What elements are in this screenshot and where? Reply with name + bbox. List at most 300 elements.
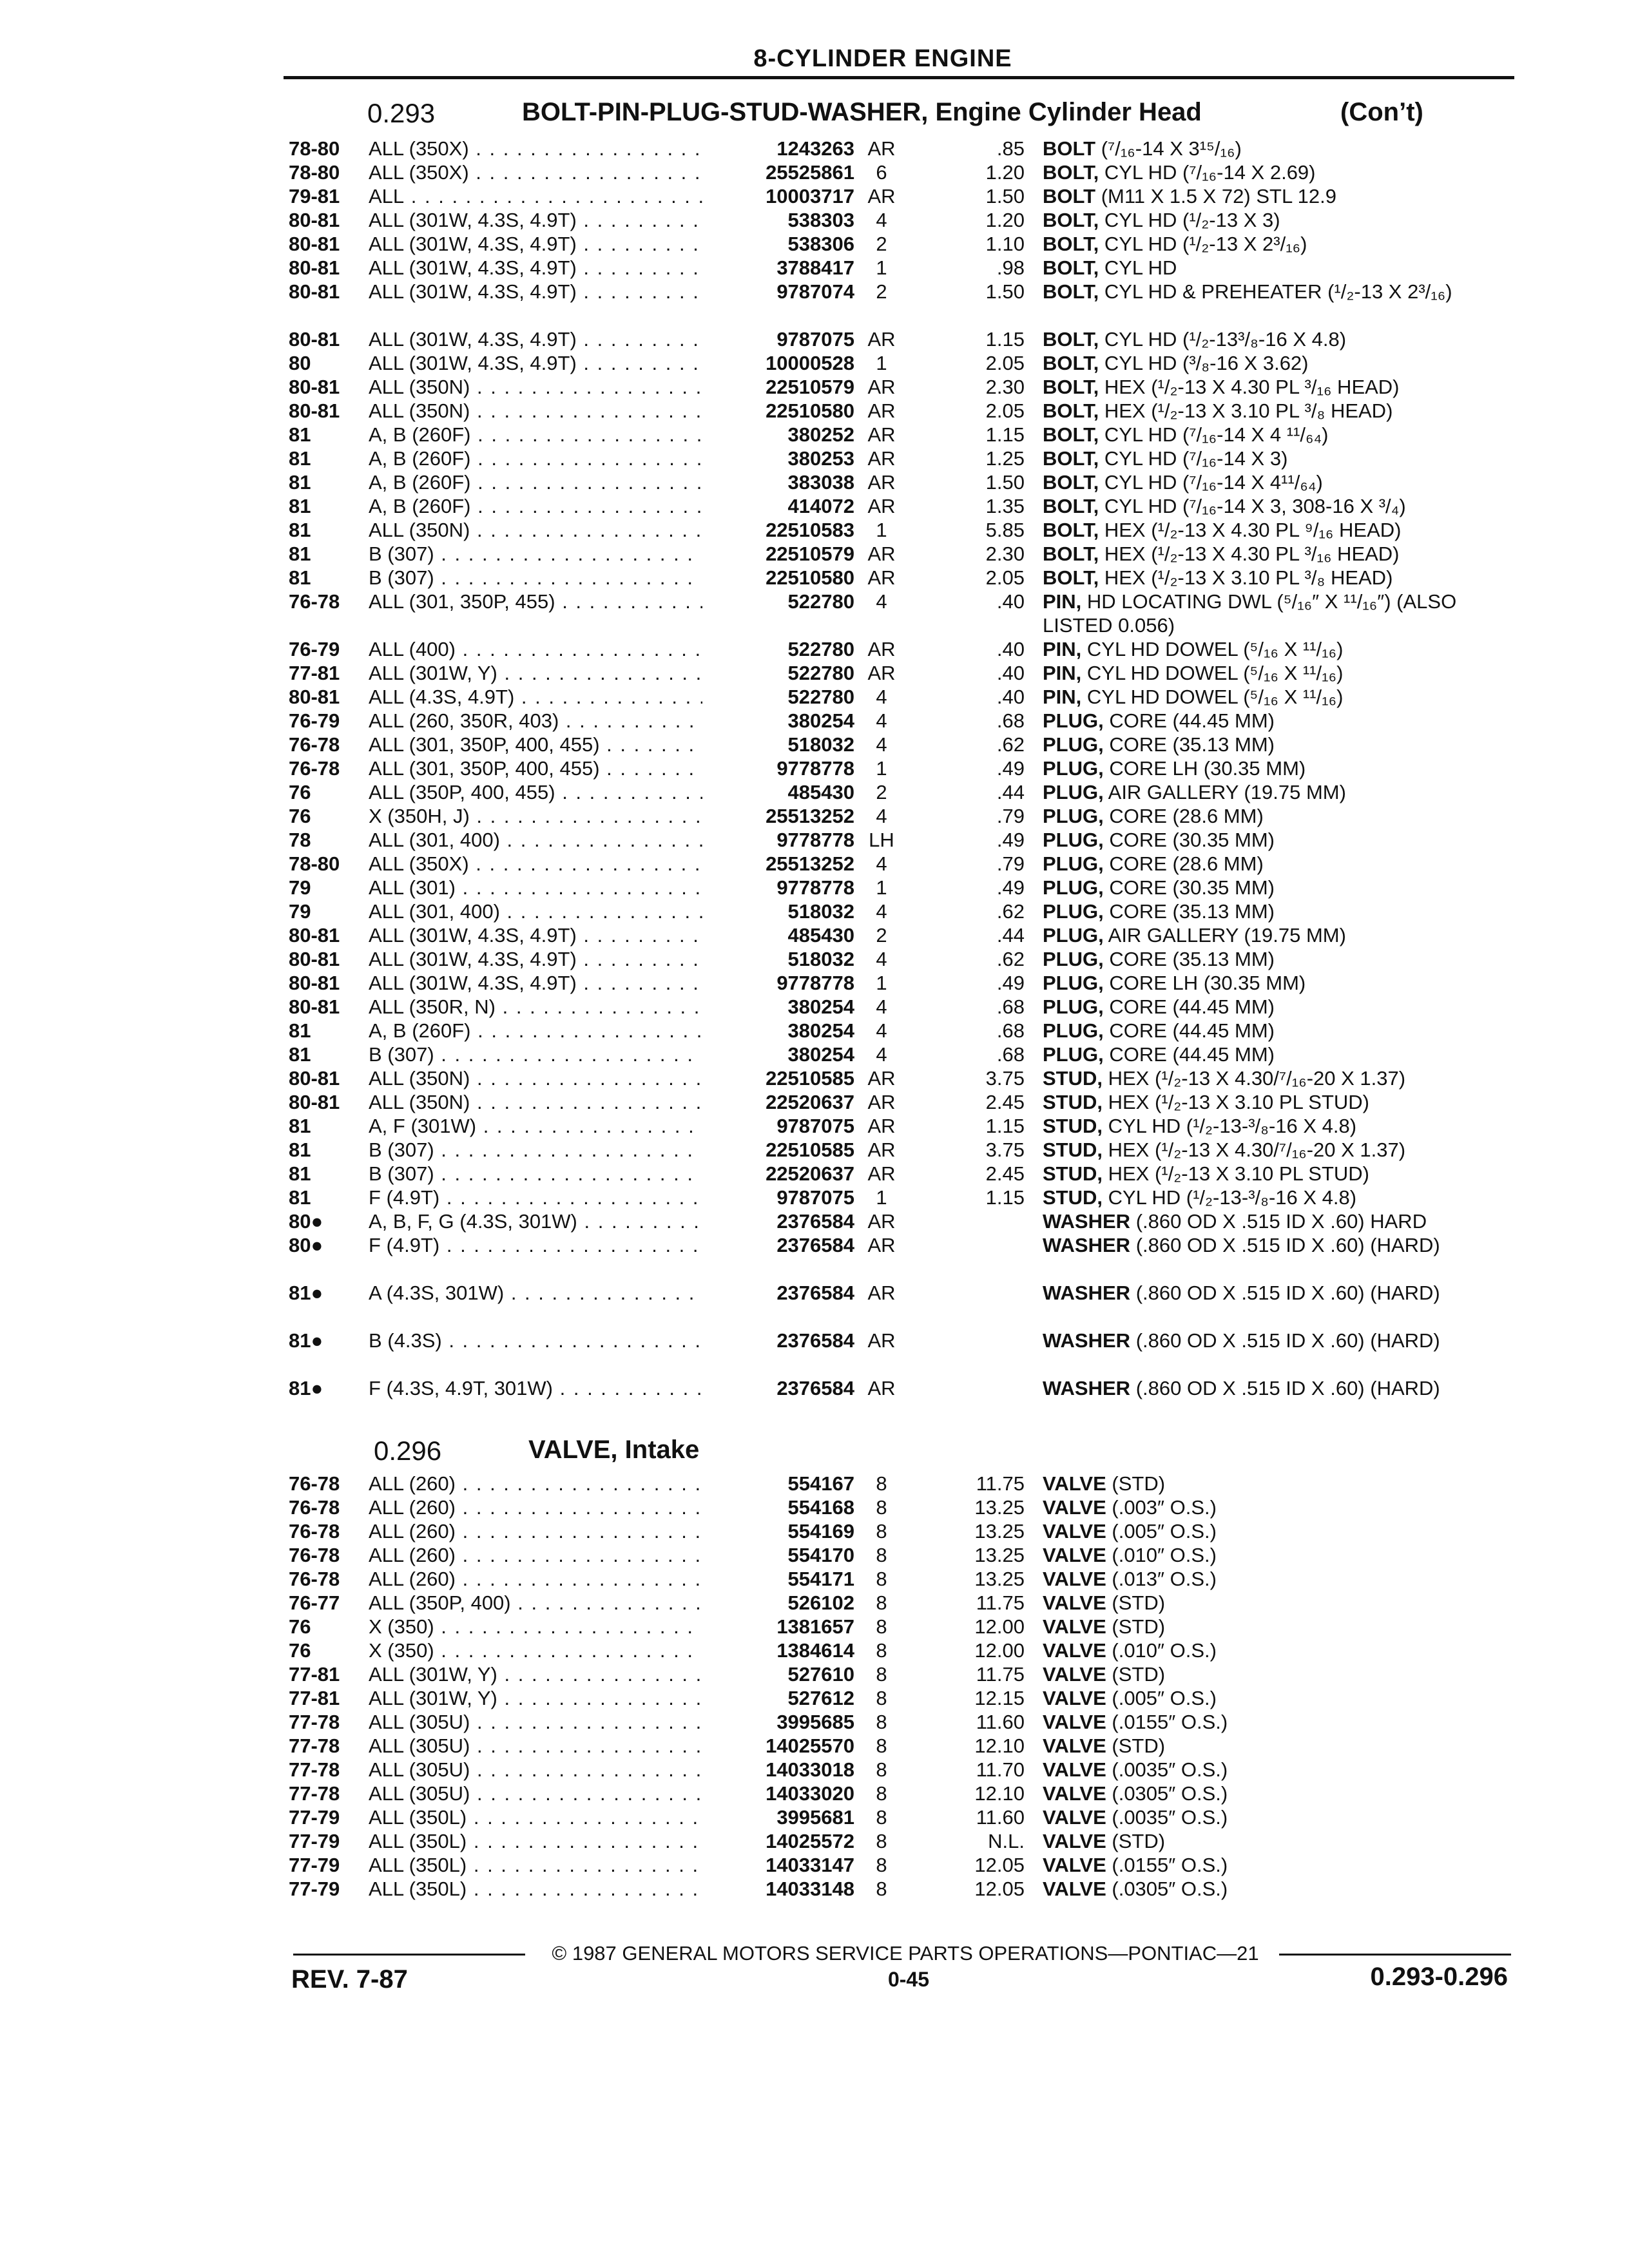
description-cell bbox=[1043, 423, 1507, 447]
quantity-cell: AR bbox=[867, 495, 896, 517]
part-number-cell: 25513252 bbox=[702, 804, 854, 828]
model-cell: ALL (301W, 4.3S, 4.9T) . . . bbox=[369, 208, 710, 232]
model-cell: ALL (305U) . . . bbox=[369, 1782, 710, 1805]
price-cell: 1.25 bbox=[985, 447, 1025, 470]
part-number-cell: 22510579 bbox=[702, 375, 854, 399]
model-cell: X (350H, J) . . . bbox=[369, 804, 710, 828]
year-cell: 76 bbox=[289, 1615, 311, 1638]
part-row bbox=[0, 375, 1629, 399]
description-cell bbox=[1043, 1805, 1507, 1829]
year-cell: 81 bbox=[289, 423, 311, 446]
model-cell: ALL (301, 400) . . . bbox=[369, 899, 710, 923]
part-row bbox=[0, 1066, 1629, 1090]
price-cell: 13.25 bbox=[974, 1496, 1025, 1519]
price-cell: .68 bbox=[996, 995, 1025, 1018]
description-cell bbox=[1043, 1639, 1507, 1662]
price-cell: .40 bbox=[996, 638, 1025, 660]
part-row bbox=[0, 1376, 1629, 1424]
description-text: (.003″ O.S.) bbox=[1106, 1496, 1217, 1519]
year-cell: 80● bbox=[289, 1210, 323, 1233]
quantity-cell: AR bbox=[867, 376, 896, 398]
quantity-cell: 8 bbox=[876, 1758, 887, 1781]
quantity-cell: AR bbox=[867, 1139, 896, 1161]
year-cell: 77-79 bbox=[289, 1830, 340, 1852]
year-cell: 76 bbox=[289, 781, 311, 803]
model-cell: X (350) . . . bbox=[369, 1615, 710, 1639]
description-text: HEX (¹/₂-13 X 3.10 PL STUD) bbox=[1103, 1091, 1370, 1113]
description-text: CYL HD (¹/₂-13-³/₈-16 X 4.8) bbox=[1103, 1115, 1357, 1137]
part-row bbox=[0, 852, 1629, 876]
quantity-cell: 4 bbox=[876, 686, 887, 708]
part-number-cell: 485430 bbox=[702, 923, 854, 947]
year-cell: 80● bbox=[289, 1234, 323, 1256]
page-number: 0-45 bbox=[887, 1968, 930, 1991]
description-cell bbox=[1043, 1543, 1507, 1567]
price-cell: .44 bbox=[996, 924, 1025, 947]
part-number-cell: 14025572 bbox=[702, 1829, 854, 1853]
description-text: (.0035″ O.S.) bbox=[1106, 1806, 1228, 1829]
part-number-cell: 14033147 bbox=[702, 1853, 854, 1877]
price-cell: 1.20 bbox=[985, 209, 1025, 231]
description-cell bbox=[1043, 1829, 1507, 1853]
quantity-cell: AR bbox=[867, 1282, 896, 1304]
model-cell: A, B (260F) . . . bbox=[369, 1019, 710, 1043]
part-row bbox=[0, 804, 1629, 828]
model-cell: ALL (305U) . . . bbox=[369, 1734, 710, 1758]
model-cell: ALL (301, 350P, 400, 455) . . . bbox=[369, 756, 710, 780]
year-cell: 81 bbox=[289, 1115, 311, 1137]
description-cell bbox=[1043, 1495, 1507, 1519]
description-text: (STD) bbox=[1106, 1591, 1166, 1614]
model-cell: A (4.3S, 301W) . . . bbox=[369, 1281, 710, 1305]
description-cell bbox=[1043, 637, 1507, 661]
part-number-cell: 538306 bbox=[702, 232, 854, 256]
description-text: CYL HD (⁷/₁₆-14 X 3, 308-16 X ³/₄) bbox=[1099, 495, 1406, 517]
description-cell bbox=[1043, 1615, 1507, 1639]
quantity-cell: 4 bbox=[876, 590, 887, 613]
quantity-cell: 6 bbox=[876, 161, 887, 184]
description-text: CORE (35.13 MM) bbox=[1103, 733, 1275, 756]
quantity-cell: 4 bbox=[876, 733, 887, 756]
description-cell bbox=[1043, 1710, 1507, 1734]
description-text: CYL HD (¹/₂-13-³/₈-16 X 4.8) bbox=[1103, 1186, 1357, 1209]
quantity-cell: AR bbox=[867, 662, 896, 684]
description-keyword: PLUG, bbox=[1043, 972, 1104, 994]
description-text: (⁷/₁₆-14 X 3¹⁵/₁₆) bbox=[1095, 137, 1242, 160]
description-text: CORE (30.35 MM) bbox=[1103, 829, 1275, 851]
price-cell: 13.25 bbox=[974, 1568, 1025, 1590]
part-number-cell: 14033148 bbox=[702, 1877, 854, 1901]
quantity-cell: 1 bbox=[876, 876, 887, 899]
part-row bbox=[0, 1019, 1629, 1043]
description-keyword: BOLT bbox=[1043, 185, 1096, 207]
description-text: CYL HD (³/₈-16 X 3.62) bbox=[1099, 352, 1309, 374]
description-cell bbox=[1043, 1782, 1507, 1805]
price-cell: .40 bbox=[996, 686, 1025, 708]
part-number-cell: 380254 bbox=[702, 1043, 854, 1066]
description-text: HEX (¹/₂-13 X 3.10 PL STUD) bbox=[1103, 1162, 1370, 1185]
quantity-cell: AR bbox=[867, 137, 896, 160]
part-row bbox=[0, 923, 1629, 947]
description-keyword: PLUG, bbox=[1043, 733, 1104, 756]
part-row bbox=[0, 1043, 1629, 1066]
quantity-cell: 4 bbox=[876, 1043, 887, 1066]
description-text: (.010″ O.S.) bbox=[1106, 1544, 1217, 1566]
part-row bbox=[0, 1591, 1629, 1615]
part-row bbox=[0, 1519, 1629, 1543]
model-cell: B (307) . . . bbox=[369, 1043, 710, 1066]
description-cell bbox=[1043, 280, 1507, 303]
description-keyword: BOLT, bbox=[1043, 328, 1099, 351]
description-keyword: PLUG, bbox=[1043, 995, 1104, 1018]
quantity-cell: AR bbox=[867, 1234, 896, 1256]
year-cell: 79-81 bbox=[289, 185, 340, 207]
description-keyword: VALVE bbox=[1043, 1639, 1106, 1662]
part-number-cell: 554167 bbox=[702, 1472, 854, 1495]
model-cell: ALL . . . bbox=[369, 184, 710, 208]
description-text: CYL HD (⁷/₁₆-14 X 3) bbox=[1099, 447, 1288, 470]
quantity-cell: AR bbox=[867, 543, 896, 565]
description-text: HD LOCATING DWL (⁵/₁₆″ X ¹¹/₁₆″) (ALSO LISTED 0.056) bbox=[1043, 590, 1457, 637]
description-cell bbox=[1043, 1186, 1507, 1209]
description-cell bbox=[1043, 780, 1507, 804]
part-number-cell: 518032 bbox=[702, 947, 854, 971]
description-keyword: BOLT, bbox=[1043, 209, 1099, 231]
year-cell: 80-81 bbox=[289, 948, 340, 970]
part-number-cell: 2376584 bbox=[702, 1233, 854, 1257]
year-cell: 81 bbox=[289, 519, 311, 541]
description-text: CORE (28.6 MM) bbox=[1103, 852, 1264, 875]
description-cell bbox=[1043, 947, 1507, 971]
description-cell bbox=[1043, 1591, 1507, 1615]
year-cell: 81 bbox=[289, 1139, 311, 1161]
price-cell: .68 bbox=[996, 1019, 1025, 1042]
year-cell: 76-78 bbox=[289, 1496, 340, 1519]
quantity-cell: 8 bbox=[876, 1591, 887, 1614]
description-text: CYL HD & PREHEATER (¹/₂-13 X 2³/₁₆) bbox=[1099, 280, 1452, 303]
description-cell bbox=[1043, 1686, 1507, 1710]
description-cell bbox=[1043, 256, 1507, 280]
part-row bbox=[0, 1615, 1629, 1639]
model-cell: ALL (350P, 400, 455) . . . bbox=[369, 780, 710, 804]
price-cell: 11.75 bbox=[976, 1591, 1025, 1614]
description-text: CYL HD DOWEL (⁵/₁₆ X ¹¹/₁₆) bbox=[1081, 638, 1344, 660]
part-row bbox=[0, 1567, 1629, 1591]
quantity-cell: 1 bbox=[876, 757, 887, 780]
quantity-cell: AR bbox=[867, 1115, 896, 1137]
year-cell: 79 bbox=[289, 876, 311, 899]
price-cell: 1.50 bbox=[985, 185, 1025, 207]
model-cell: ALL (301) . . . bbox=[369, 876, 710, 899]
description-text: (STD) bbox=[1106, 1830, 1166, 1852]
description-keyword: VALVE bbox=[1043, 1735, 1106, 1757]
part-row bbox=[0, 780, 1629, 804]
part-row bbox=[0, 1186, 1629, 1209]
part-row bbox=[0, 709, 1629, 733]
quantity-cell: 1 bbox=[876, 519, 887, 541]
year-cell: 80-81 bbox=[289, 280, 340, 303]
price-cell: .98 bbox=[996, 256, 1025, 279]
description-text: (STD) bbox=[1106, 1735, 1166, 1757]
description-keyword: BOLT, bbox=[1043, 495, 1099, 517]
description-keyword: WASHER bbox=[1043, 1377, 1131, 1399]
part-row bbox=[0, 637, 1629, 661]
year-cell: 77-78 bbox=[289, 1782, 340, 1805]
description-cell bbox=[1043, 1519, 1507, 1543]
price-cell: 12.05 bbox=[974, 1878, 1025, 1900]
price-cell: 2.30 bbox=[985, 543, 1025, 565]
section-continued: (Con’t) bbox=[1340, 98, 1423, 126]
quantity-cell: 8 bbox=[876, 1663, 887, 1686]
model-cell: ALL (260) . . . bbox=[369, 1519, 710, 1543]
year-cell: 77-81 bbox=[289, 1663, 340, 1686]
price-cell: 1.50 bbox=[985, 280, 1025, 303]
description-text: CYL HD DOWEL (⁵/₁₆ X ¹¹/₁₆) bbox=[1081, 662, 1344, 684]
part-number-cell: 22510580 bbox=[702, 566, 854, 590]
part-number-cell: 22510580 bbox=[702, 399, 854, 423]
model-cell: ALL (350N) . . . bbox=[369, 399, 710, 423]
description-text: HEX (¹/₂-13 X 4.30 PL ⁹/₁₆ HEAD) bbox=[1099, 519, 1402, 541]
description-cell bbox=[1043, 995, 1507, 1019]
description-keyword: PLUG, bbox=[1043, 709, 1104, 732]
part-row bbox=[0, 1543, 1629, 1567]
year-cell: 77-81 bbox=[289, 1687, 340, 1709]
quantity-cell: 8 bbox=[876, 1496, 887, 1519]
year-cell: 80-81 bbox=[289, 328, 340, 351]
price-cell: .49 bbox=[996, 829, 1025, 851]
model-cell: ALL (350L) . . . bbox=[369, 1805, 710, 1829]
year-cell: 81● bbox=[289, 1377, 323, 1399]
part-row bbox=[0, 518, 1629, 542]
description-keyword: VALVE bbox=[1043, 1591, 1106, 1614]
model-cell: ALL (301W, 4.3S, 4.9T) . . . bbox=[369, 232, 710, 256]
model-cell: ALL (350P, 400) . . . bbox=[369, 1591, 710, 1615]
page-title: 8-CYLINDER ENGINE bbox=[753, 45, 1012, 72]
model-cell: B (307) . . . bbox=[369, 542, 710, 566]
part-number-cell: 3995685 bbox=[702, 1710, 854, 1734]
part-number-cell: 554171 bbox=[702, 1567, 854, 1591]
description-text: CORE (35.13 MM) bbox=[1103, 948, 1275, 970]
description-text: (M11 X 1.5 X 72) STL 12.9 bbox=[1095, 185, 1336, 207]
part-number-cell: 14033018 bbox=[702, 1758, 854, 1782]
quantity-cell: 8 bbox=[876, 1711, 887, 1733]
year-cell: 77-79 bbox=[289, 1854, 340, 1876]
description-cell bbox=[1043, 137, 1507, 160]
part-number-cell: 9778778 bbox=[702, 828, 854, 852]
description-keyword: PIN, bbox=[1043, 590, 1082, 613]
description-cell bbox=[1043, 590, 1507, 637]
description-cell bbox=[1043, 1567, 1507, 1591]
part-number-cell: 9787075 bbox=[702, 327, 854, 351]
part-number-cell: 538303 bbox=[702, 208, 854, 232]
price-cell: 5.85 bbox=[985, 519, 1025, 541]
part-row bbox=[0, 1209, 1629, 1233]
part-number-cell: 1384614 bbox=[702, 1639, 854, 1662]
year-cell: 76-78 bbox=[289, 757, 340, 780]
part-number-cell: 14025570 bbox=[702, 1734, 854, 1758]
description-text: CYL HD DOWEL (⁵/₁₆ X ¹¹/₁₆) bbox=[1081, 686, 1344, 708]
description-cell bbox=[1043, 566, 1507, 590]
part-number-cell: 380254 bbox=[702, 1019, 854, 1043]
part-row bbox=[0, 1162, 1629, 1186]
part-row bbox=[0, 327, 1629, 351]
model-cell: ALL (350X) . . . bbox=[369, 137, 710, 160]
quantity-cell: 8 bbox=[876, 1544, 887, 1566]
part-row bbox=[0, 1782, 1629, 1805]
model-cell: ALL (350L) . . . bbox=[369, 1829, 710, 1853]
section-heading-valve bbox=[374, 1436, 1018, 1468]
model-cell: F (4.9T) . . . bbox=[369, 1186, 710, 1209]
price-cell: 2.05 bbox=[985, 399, 1025, 422]
price-cell: .49 bbox=[996, 876, 1025, 899]
year-cell: 80-81 bbox=[289, 972, 340, 994]
description-cell bbox=[1043, 899, 1507, 923]
quantity-cell: AR bbox=[867, 185, 896, 207]
model-cell: ALL (4.3S, 4.9T) . . . bbox=[369, 685, 710, 709]
part-number-cell: 380252 bbox=[702, 423, 854, 447]
price-cell: 3.75 bbox=[985, 1067, 1025, 1090]
part-number-cell: 485430 bbox=[702, 780, 854, 804]
quantity-cell: 1 bbox=[876, 256, 887, 279]
part-row bbox=[0, 1805, 1629, 1829]
quantity-cell: AR bbox=[867, 1210, 896, 1233]
price-cell: 13.25 bbox=[974, 1520, 1025, 1542]
description-text: (.860 OD X .515 ID X .60) HARD bbox=[1130, 1210, 1427, 1233]
description-keyword: BOLT, bbox=[1043, 519, 1099, 541]
part-row bbox=[0, 876, 1629, 899]
description-cell bbox=[1043, 1066, 1507, 1090]
part-number-cell: 554169 bbox=[702, 1519, 854, 1543]
description-cell bbox=[1043, 661, 1507, 685]
description-cell bbox=[1043, 375, 1507, 399]
price-cell: N.L. bbox=[988, 1830, 1025, 1852]
description-cell bbox=[1043, 828, 1507, 852]
description-keyword: BOLT, bbox=[1043, 543, 1099, 565]
description-cell bbox=[1043, 1758, 1507, 1782]
description-text: (STD) bbox=[1106, 1663, 1166, 1686]
section-number: 0.293 bbox=[367, 98, 436, 128]
description-keyword: WASHER bbox=[1043, 1329, 1131, 1352]
description-text: (.013″ O.S.) bbox=[1106, 1568, 1217, 1590]
description-cell bbox=[1043, 1281, 1507, 1305]
part-number-cell: 554168 bbox=[702, 1495, 854, 1519]
quantity-cell: 8 bbox=[876, 1472, 887, 1495]
part-number-cell: 22510585 bbox=[702, 1066, 854, 1090]
description-text: HEX (¹/₂-13 X 4.30 PL ³/₁₆ HEAD) bbox=[1099, 543, 1400, 565]
part-number-cell: 22520637 bbox=[702, 1162, 854, 1186]
description-keyword: VALVE bbox=[1043, 1806, 1106, 1829]
description-keyword: BOLT, bbox=[1043, 399, 1099, 422]
year-cell: 78 bbox=[289, 829, 311, 851]
part-number-cell: 2376584 bbox=[702, 1281, 854, 1305]
part-number-cell: 9787075 bbox=[702, 1186, 854, 1209]
description-cell bbox=[1043, 1853, 1507, 1877]
year-cell: 80-81 bbox=[289, 924, 340, 947]
description-keyword: BOLT, bbox=[1043, 161, 1099, 184]
description-keyword: PLUG, bbox=[1043, 1019, 1104, 1042]
year-cell: 76-78 bbox=[289, 1568, 340, 1590]
description-text: AIR GALLERY (19.75 MM) bbox=[1103, 924, 1346, 947]
footer-rule-right bbox=[1279, 1954, 1511, 1956]
price-cell: 11.70 bbox=[976, 1758, 1025, 1781]
description-text: CYL HD bbox=[1099, 256, 1177, 279]
year-cell: 80-81 bbox=[289, 399, 340, 422]
description-keyword: VALVE bbox=[1043, 1568, 1106, 1590]
price-cell: 12.10 bbox=[974, 1735, 1025, 1757]
quantity-cell: 4 bbox=[876, 805, 887, 827]
model-cell: ALL (301W, 4.3S, 4.9T) . . . bbox=[369, 280, 710, 303]
description-keyword: PLUG, bbox=[1043, 1043, 1104, 1066]
part-number-cell: 22510579 bbox=[702, 542, 854, 566]
description-cell bbox=[1043, 208, 1507, 232]
year-cell: 77-81 bbox=[289, 662, 340, 684]
quantity-cell: LH bbox=[869, 829, 894, 851]
year-cell: 76-77 bbox=[289, 1591, 340, 1614]
model-cell: ALL (301, 350P, 455) . . . bbox=[369, 590, 710, 613]
quantity-cell: 8 bbox=[876, 1639, 887, 1662]
description-keyword: PLUG, bbox=[1043, 829, 1104, 851]
parts-list-bolt bbox=[0, 137, 1629, 1424]
year-cell: 80-81 bbox=[289, 233, 340, 255]
header-rule bbox=[284, 76, 1514, 79]
part-row bbox=[0, 1281, 1629, 1329]
description-keyword: PLUG, bbox=[1043, 805, 1104, 827]
description-cell bbox=[1043, 923, 1507, 947]
description-keyword: BOLT, bbox=[1043, 447, 1099, 470]
description-keyword: PIN, bbox=[1043, 686, 1082, 708]
description-cell bbox=[1043, 542, 1507, 566]
model-cell: ALL (350R, N) . . . bbox=[369, 995, 710, 1019]
year-cell: 78-80 bbox=[289, 852, 340, 875]
quantity-cell: 8 bbox=[876, 1830, 887, 1852]
model-cell: X (350) . . . bbox=[369, 1639, 710, 1662]
price-cell: .85 bbox=[996, 137, 1025, 160]
description-cell bbox=[1043, 1877, 1507, 1901]
year-cell: 79 bbox=[289, 900, 311, 923]
price-cell: 1.15 bbox=[985, 1115, 1025, 1137]
description-cell bbox=[1043, 1162, 1507, 1186]
price-cell: 3.75 bbox=[985, 1139, 1025, 1161]
part-number-cell: 526102 bbox=[702, 1591, 854, 1615]
quantity-cell: 4 bbox=[876, 1019, 887, 1042]
year-cell: 76-79 bbox=[289, 638, 340, 660]
year-cell: 77-79 bbox=[289, 1806, 340, 1829]
description-cell bbox=[1043, 709, 1507, 733]
part-row bbox=[0, 1138, 1629, 1162]
price-cell: 1.50 bbox=[985, 471, 1025, 494]
model-cell: A, B (260F) . . . bbox=[369, 447, 710, 470]
quantity-cell: 8 bbox=[876, 1806, 887, 1829]
part-row bbox=[0, 590, 1629, 637]
price-cell: .62 bbox=[996, 900, 1025, 923]
model-cell: F (4.9T) . . . bbox=[369, 1233, 710, 1257]
model-cell: A, B (260F) . . . bbox=[369, 470, 710, 494]
year-cell: 76-79 bbox=[289, 709, 340, 732]
description-text: HEX (¹/₂-13 X 3.10 PL ³/₈ HEAD) bbox=[1099, 566, 1393, 589]
description-cell bbox=[1043, 971, 1507, 995]
part-row bbox=[0, 280, 1629, 327]
year-cell: 81 bbox=[289, 1162, 311, 1185]
description-cell bbox=[1043, 1472, 1507, 1495]
description-cell bbox=[1043, 804, 1507, 828]
description-keyword: STUD, bbox=[1043, 1186, 1103, 1209]
description-keyword: STUD, bbox=[1043, 1091, 1103, 1113]
model-cell: ALL (301W, 4.3S, 4.9T) . . . bbox=[369, 327, 710, 351]
description-text: (.0155″ O.S.) bbox=[1106, 1854, 1228, 1876]
year-cell: 77-79 bbox=[289, 1878, 340, 1900]
part-number-cell: 14033020 bbox=[702, 1782, 854, 1805]
part-row bbox=[0, 494, 1629, 518]
